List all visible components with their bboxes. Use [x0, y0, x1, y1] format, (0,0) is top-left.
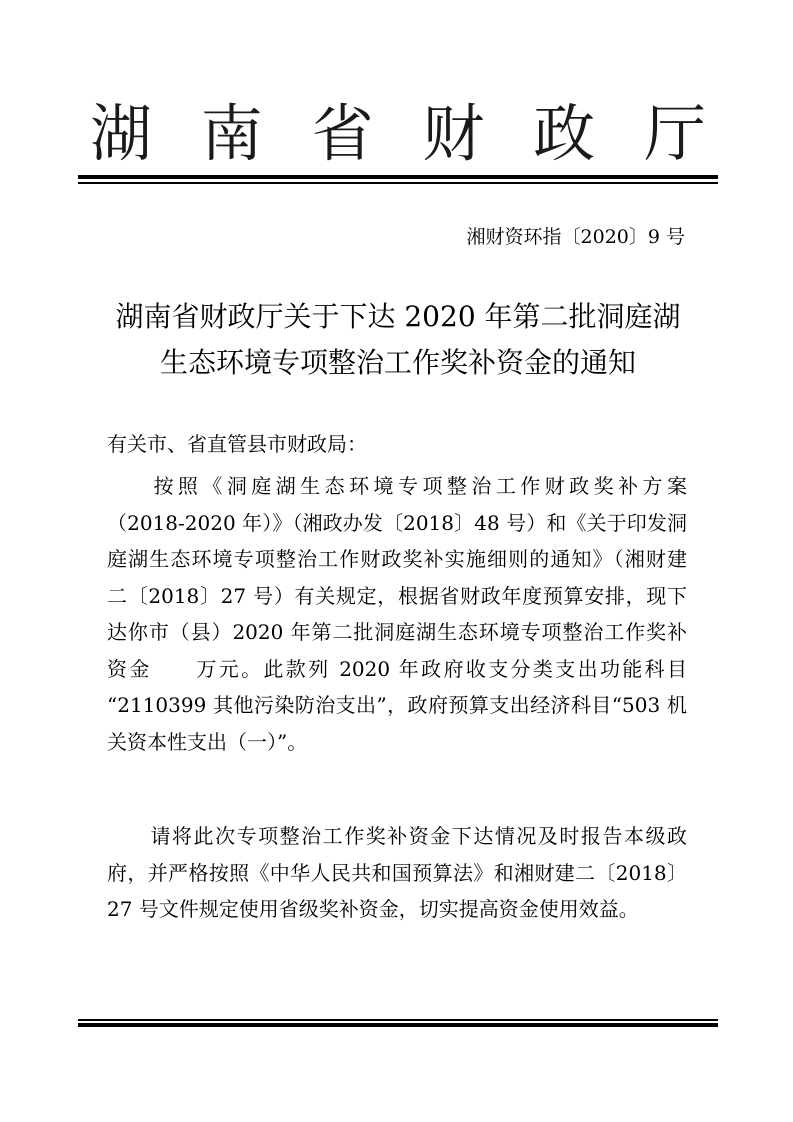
paragraph-line: （2018-2020 年）》（湘政办发〔2018〕48 号）和《关于印发洞 [107, 510, 687, 535]
paragraph-line: 二〔2018〕27 号）有关规定，根据省财政年度预算安排，现下 [107, 583, 687, 608]
header-char: 省 [311, 96, 374, 170]
header-rule-thick [78, 175, 718, 179]
header-char: 厅 [643, 96, 706, 170]
paragraph-line: 达你市（县）2020 年第二批洞庭湖生态环境专项整治工作奖补 [107, 620, 687, 644]
salutation: 有关市、省直管县市财政局： [107, 432, 367, 456]
issuer-header [78, 88, 718, 168]
paragraph-line: 27 号文件规定使用省级奖补资金，切实提高资金使用效益。 [107, 897, 639, 921]
header-char: 财 [422, 96, 485, 170]
header-char: 湖 [89, 96, 152, 170]
paragraph-line: 资金 万元。此款列 2020 年政府收支分类支出功能科目 [107, 656, 687, 681]
document-title [80, 294, 716, 386]
body-paragraph-2 [107, 818, 687, 928]
paragraph-line: 请将此次专项整治工作奖补资金下达情况及时报告本级政 [149, 824, 687, 848]
body-paragraph-1 [107, 468, 687, 760]
header-rule-thin [78, 182, 718, 184]
document-number: 湘财资环指〔2020〕9 号 [466, 226, 685, 248]
paragraph-line: 府，并严格按照《中华人民共和国预算法》和湘财建二〔2018〕 [107, 860, 687, 885]
footer-rule-thin [78, 1019, 718, 1021]
header-char: 南 [200, 96, 263, 170]
header-char: 政 [533, 96, 596, 170]
paragraph-line: 按照《洞庭湖生态环境专项整治工作财政奖补方案 [149, 474, 687, 498]
paragraph-line: “2110399 其他污染防治支出”，政府预算支出经济科目“503 机 [107, 693, 687, 717]
footer-rule-thick [78, 1023, 718, 1027]
title-line: 湖南省财政厅关于下达 2020 年第二批洞庭湖 [115, 300, 681, 333]
paragraph-line: 关资本性支出（一）”。 [107, 729, 308, 754]
title-line: 生态环境专项整治工作奖补资金的通知 [159, 346, 636, 379]
paragraph-line: 庭湖生态环境专项整治工作财政奖补实施细则的通知》（湘财建 [107, 547, 687, 571]
